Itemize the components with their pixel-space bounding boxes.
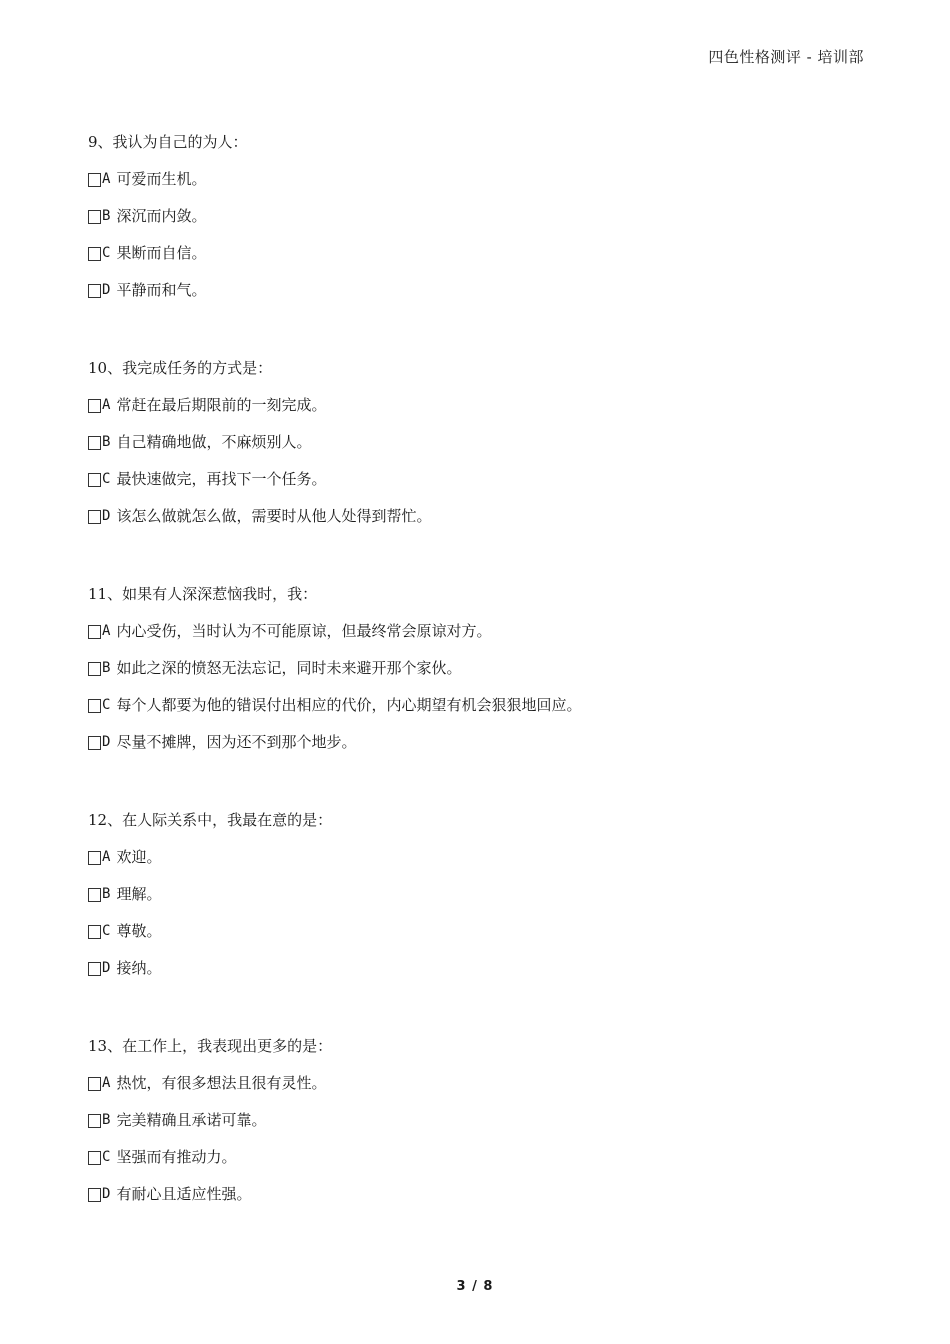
option-letter: D bbox=[102, 1186, 111, 1202]
questionnaire bbox=[88, 124, 868, 1254]
checkbox-icon[interactable] bbox=[88, 699, 101, 713]
option-letter: A bbox=[102, 849, 111, 865]
option-text: 可爱而生机。 bbox=[116, 170, 207, 188]
option-letter: B bbox=[102, 434, 111, 450]
option-letter: D bbox=[102, 960, 111, 976]
option-9b[interactable] bbox=[88, 198, 868, 235]
option-10b[interactable] bbox=[88, 424, 868, 461]
option-12a[interactable] bbox=[88, 839, 868, 876]
option-text: 理解。 bbox=[116, 885, 162, 903]
option-text: 欢迎。 bbox=[116, 848, 162, 866]
option-letter: C bbox=[102, 245, 111, 261]
option-9c[interactable] bbox=[88, 235, 868, 272]
option-10d[interactable] bbox=[88, 498, 868, 535]
option-letter: B bbox=[102, 886, 111, 902]
question-title: 13、在工作上，我表现出更多的是： bbox=[88, 1037, 333, 1055]
checkbox-icon[interactable] bbox=[88, 1151, 101, 1165]
checkbox-icon[interactable] bbox=[88, 399, 101, 413]
checkbox-icon[interactable] bbox=[88, 736, 101, 750]
option-text: 该怎么做就怎么做，需要时从他人处得到帮忙。 bbox=[116, 507, 432, 525]
option-text: 尽量不摊牌，因为还不到那个地步。 bbox=[116, 733, 357, 751]
option-text: 果断而自信。 bbox=[116, 244, 207, 262]
option-text: 内心受伤，当时认为不可能原谅，但最终常会原谅对方。 bbox=[116, 622, 492, 640]
question-12 bbox=[88, 802, 868, 987]
option-9a[interactable] bbox=[88, 161, 868, 198]
question-10 bbox=[88, 350, 868, 535]
question-9 bbox=[88, 124, 868, 309]
option-text: 有耐心且适应性强。 bbox=[116, 1185, 252, 1203]
option-text: 自己精确地做，不麻烦别人。 bbox=[116, 433, 312, 451]
checkbox-icon[interactable] bbox=[88, 247, 101, 261]
option-letter: C bbox=[102, 471, 111, 487]
page-number: 3 / 8 bbox=[456, 1279, 494, 1294]
option-letter: B bbox=[102, 660, 111, 676]
option-text: 深沉而内敛。 bbox=[116, 207, 207, 225]
option-letter: C bbox=[102, 697, 111, 713]
option-11b[interactable] bbox=[88, 650, 868, 687]
checkbox-icon[interactable] bbox=[88, 888, 101, 902]
checkbox-icon[interactable] bbox=[88, 662, 101, 676]
page-header-title: 四色性格测评 - 培训部 bbox=[708, 48, 864, 66]
question-title: 9、我认为自己的为人： bbox=[88, 133, 248, 151]
option-letter: A bbox=[102, 171, 111, 187]
checkbox-icon[interactable] bbox=[88, 436, 101, 450]
checkbox-icon[interactable] bbox=[88, 1114, 101, 1128]
option-letter: D bbox=[102, 508, 111, 524]
checkbox-icon[interactable] bbox=[88, 284, 101, 298]
question-title: 10、我完成任务的方式是： bbox=[88, 359, 273, 377]
option-11a[interactable] bbox=[88, 613, 868, 650]
option-13d[interactable] bbox=[88, 1176, 868, 1213]
option-letter: B bbox=[102, 208, 111, 224]
option-10a[interactable] bbox=[88, 387, 868, 424]
option-text: 如此之深的愤怒无法忘记，同时未来避开那个家伙。 bbox=[116, 659, 462, 677]
option-13b[interactable] bbox=[88, 1102, 868, 1139]
checkbox-icon[interactable] bbox=[88, 625, 101, 639]
checkbox-icon[interactable] bbox=[88, 173, 101, 187]
option-13a[interactable] bbox=[88, 1065, 868, 1102]
option-letter: A bbox=[102, 623, 111, 639]
option-text: 尊敬。 bbox=[116, 922, 162, 940]
option-text: 接纳。 bbox=[116, 959, 162, 977]
option-letter: A bbox=[102, 397, 111, 413]
checkbox-icon[interactable] bbox=[88, 510, 101, 524]
option-letter: B bbox=[102, 1112, 111, 1128]
option-12c[interactable] bbox=[88, 913, 868, 950]
question-title: 12、在人际关系中，我最在意的是： bbox=[88, 811, 333, 829]
checkbox-icon[interactable] bbox=[88, 851, 101, 865]
option-13c[interactable] bbox=[88, 1139, 868, 1176]
option-letter: A bbox=[102, 1075, 111, 1091]
option-letter: D bbox=[102, 282, 111, 298]
question-13 bbox=[88, 1028, 868, 1213]
option-text: 平静而和气。 bbox=[116, 281, 207, 299]
option-text: 坚强而有推动力。 bbox=[116, 1148, 237, 1166]
option-11d[interactable] bbox=[88, 724, 868, 761]
option-letter: C bbox=[102, 923, 111, 939]
option-text: 最快速做完，再找下一个任务。 bbox=[116, 470, 327, 488]
option-10c[interactable] bbox=[88, 461, 868, 498]
checkbox-icon[interactable] bbox=[88, 1188, 101, 1202]
option-text: 完美精确且承诺可靠。 bbox=[116, 1111, 267, 1129]
question-title: 11、如果有人深深惹恼我时，我： bbox=[88, 585, 318, 603]
checkbox-icon[interactable] bbox=[88, 1077, 101, 1091]
checkbox-icon[interactable] bbox=[88, 473, 101, 487]
option-11c[interactable] bbox=[88, 687, 868, 724]
option-text: 每个人都要为他的错误付出相应的代价，内心期望有机会狠狠地回应。 bbox=[116, 696, 582, 714]
option-text: 热忱，有很多想法且很有灵性。 bbox=[116, 1074, 327, 1092]
checkbox-icon[interactable] bbox=[88, 210, 101, 224]
option-9d[interactable] bbox=[88, 272, 868, 309]
option-text: 常赶在最后期限前的一刻完成。 bbox=[116, 396, 327, 414]
checkbox-icon[interactable] bbox=[88, 925, 101, 939]
option-12d[interactable] bbox=[88, 950, 868, 987]
question-11 bbox=[88, 576, 868, 761]
option-letter: D bbox=[102, 734, 111, 750]
checkbox-icon[interactable] bbox=[88, 962, 101, 976]
option-12b[interactable] bbox=[88, 876, 868, 913]
option-letter: C bbox=[102, 1149, 111, 1165]
